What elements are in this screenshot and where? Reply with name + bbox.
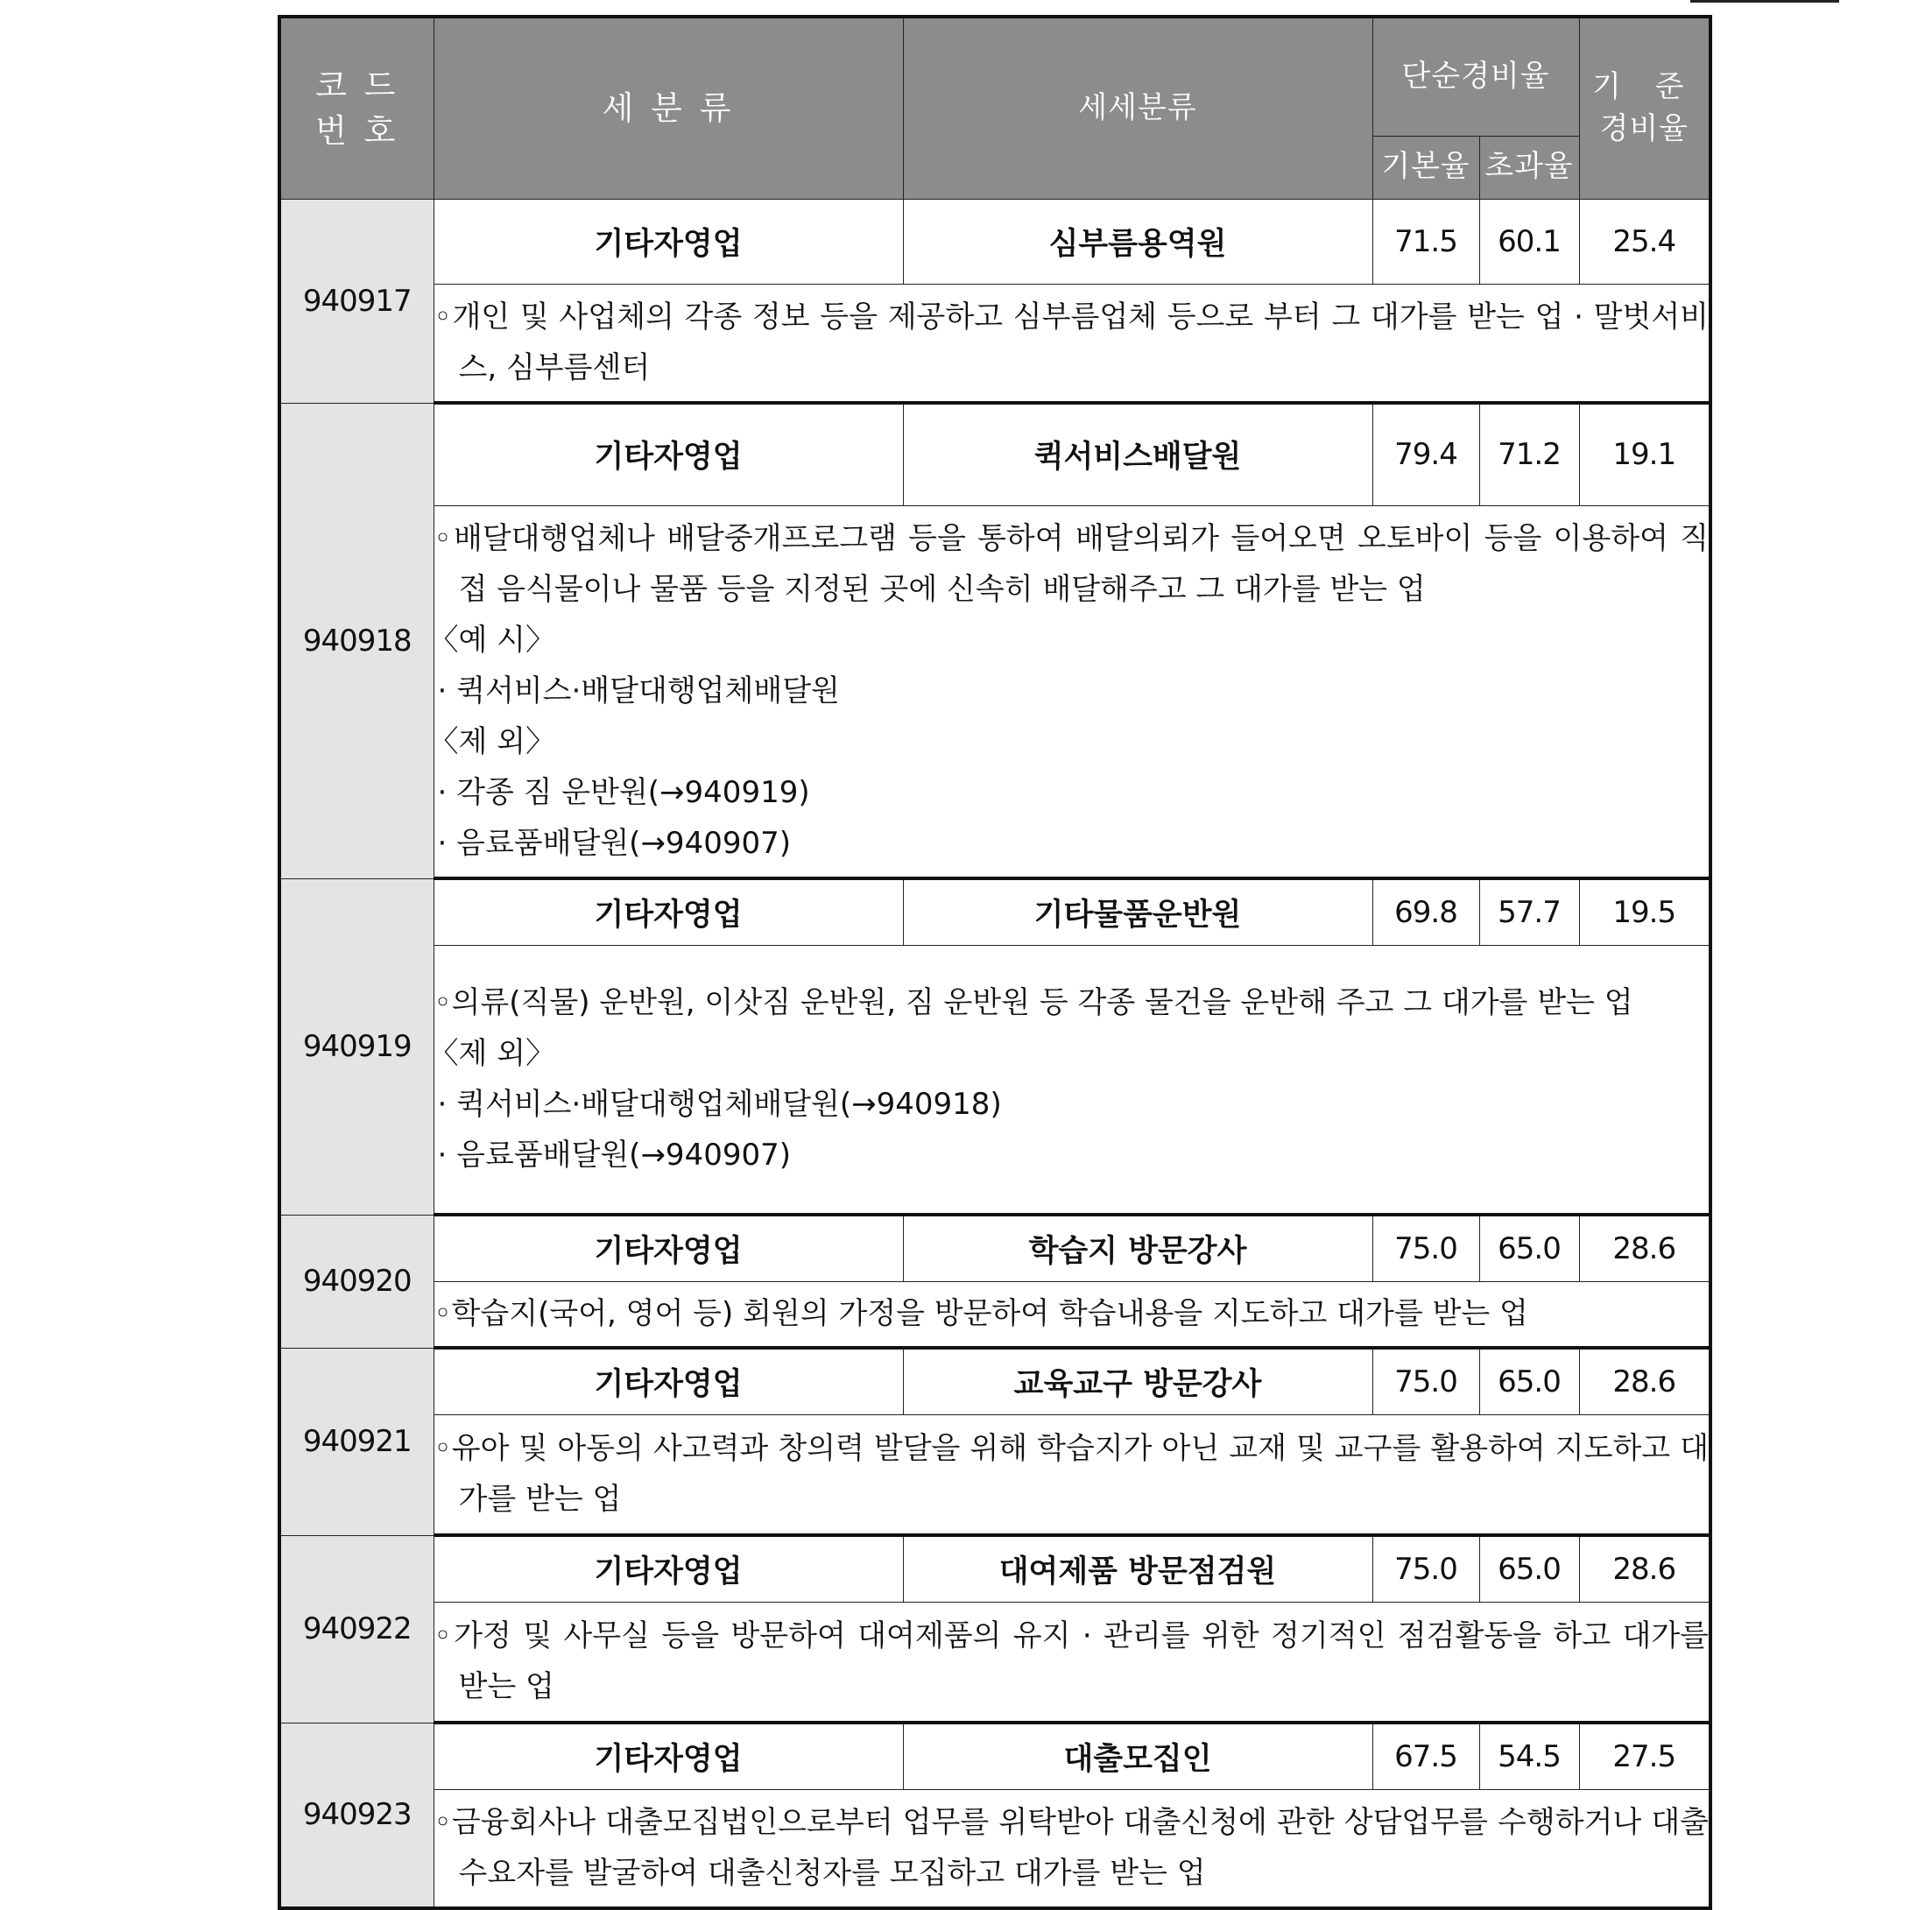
excess-rate-cell: 65.0 <box>1479 1348 1579 1414</box>
description-line: 〈제 외〉 <box>428 724 555 760</box>
description-cell <box>428 945 1710 1215</box>
corner-rule <box>1690 0 1839 3</box>
standard-rate-cell: 28.6 <box>1579 1215 1710 1281</box>
description-row <box>279 1602 1710 1723</box>
standard-rate-cell: 28.6 <box>1579 1348 1710 1414</box>
basic-rate-cell: 79.4 <box>1372 403 1479 505</box>
code-cell: 940922 <box>279 1535 434 1723</box>
table-row <box>279 878 1710 945</box>
basic-rate-cell: 75.0 <box>1372 1535 1479 1602</box>
sub-category-cell: 기타자영업 <box>434 1348 903 1414</box>
header-sub-category: 세 분 류 <box>434 17 903 199</box>
excess-rate-cell: 71.2 <box>1479 403 1579 505</box>
basic-rate-cell: 75.0 <box>1372 1348 1479 1414</box>
description-cell <box>434 1414 1710 1535</box>
code-cell: 940918 <box>279 403 434 878</box>
basic-rate-cell: 75.0 <box>1372 1215 1479 1281</box>
table-row <box>279 1215 1710 1281</box>
basic-rate-cell: 71.5 <box>1372 199 1479 284</box>
code-cell: 940917 <box>279 199 434 403</box>
detail-category-cell: 교육교구 방문강사 <box>903 1348 1372 1414</box>
expense-rate-table <box>278 15 1712 1910</box>
table-body <box>279 199 1710 1908</box>
description-line: 〈제 외〉 <box>428 1036 555 1072</box>
header-simple-rate: 단순경비율 <box>1372 17 1579 136</box>
description-cell <box>434 1281 1710 1348</box>
sub-category-cell: 기타자영업 <box>434 403 903 505</box>
table-row <box>279 1723 1710 1789</box>
table-row <box>279 403 1710 505</box>
description-row <box>279 1414 1710 1535</box>
sub-category-cell: 기타자영업 <box>434 199 903 284</box>
description-line: · 음료품배달원(→940907) <box>437 1138 791 1173</box>
code-cell: 940921 <box>279 1348 434 1535</box>
code-cell: 940923 <box>279 1723 434 1908</box>
excess-rate-cell: 54.5 <box>1479 1723 1579 1789</box>
detail-category-cell: 대여제품 방문점검원 <box>903 1535 1372 1602</box>
code-cell: 940920 <box>279 1215 434 1348</box>
table-row <box>279 1348 1710 1414</box>
description-row <box>279 945 1710 1215</box>
basic-rate-cell: 69.8 <box>1372 878 1479 945</box>
description-line: ◦학습지(국어, 영어 등) 회원의 가정을 방문하여 학습내용을 지도하고 대가를 받는 업 <box>434 1296 1528 1332</box>
table-row <box>279 199 1710 284</box>
standard-rate-cell: 19.1 <box>1579 403 1710 505</box>
detail-category-cell: 심부름용역원 <box>903 199 1372 284</box>
description-line: ◦가정 및 사무실 등을 방문하여 대여제품의 유지 · 관리를 위한 정기적인 점검활동을 하고 대가를 받는 업 <box>434 1618 1710 1705</box>
header-basic-rate: 기본율 <box>1372 136 1479 199</box>
description-row <box>279 284 1710 403</box>
header-standard-line2: 경비율 <box>1599 110 1689 146</box>
excess-rate-cell: 65.0 <box>1479 1215 1579 1281</box>
description-line: · 퀵서비스·배달대행업체배달원 <box>437 673 840 709</box>
basic-rate-cell: 67.5 <box>1372 1723 1479 1789</box>
detail-category-cell: 기타물품운반원 <box>903 878 1372 945</box>
description-line: ◦금융회사나 대출모집법인으로부터 업무를 위탁받아 대출신청에 관한 상담업무를 수행하거나 대출 수요자를 발굴하여 대출신청자를 모집하고 대가를 받는 업 <box>434 1805 1710 1892</box>
description-line: ◦유아 및 아동의 사고력과 창의력 발달을 위해 학습지가 아닌 교재 및 교구를 활용하여 지도하고 대가를 받는 업 <box>434 1431 1710 1518</box>
detail-category-cell: 대출모집인 <box>903 1723 1372 1789</box>
excess-rate-cell: 57.7 <box>1479 878 1579 945</box>
header-excess-rate: 초과율 <box>1479 136 1579 199</box>
description-line: · 음료품배달원(→940907) <box>437 826 791 862</box>
sub-category-cell: 기타자영업 <box>434 878 903 945</box>
description-cell <box>434 284 1710 403</box>
standard-rate-cell: 27.5 <box>1579 1723 1710 1789</box>
description-row <box>279 505 1710 878</box>
sub-category-cell: 기타자영업 <box>434 1535 903 1602</box>
standard-rate-cell: 19.5 <box>1579 878 1710 945</box>
excess-rate-cell: 60.1 <box>1479 199 1579 284</box>
header-standard-rate <box>1579 17 1710 199</box>
detail-category-cell: 학습지 방문강사 <box>903 1215 1372 1281</box>
description-line: · 각종 짐 운반원(→940919) <box>437 775 810 811</box>
header-standard-line1: 기 준 <box>1592 69 1696 105</box>
header-code-line2: 번 호 <box>315 111 399 150</box>
description-cell <box>434 1602 1710 1723</box>
description-line: 〈예 시〉 <box>428 623 555 659</box>
sub-category-cell: 기타자영업 <box>434 1215 903 1281</box>
detail-category-cell: 퀵서비스배달원 <box>903 403 1372 505</box>
description-line: ◦배달대행업체나 배달중개프로그램 등을 통하여 배달의뢰가 들어오면 오토바이 등을 이용하여 직접 음식물이나 물품 등을 지정된 곳에 신속히 배달해주고 그 대가를 받는 업 <box>434 521 1710 608</box>
description-line: · 퀵서비스·배달대행업체배달원(→940918) <box>437 1087 1002 1123</box>
excess-rate-cell: 65.0 <box>1479 1535 1579 1602</box>
description-row <box>279 1281 1710 1348</box>
description-row <box>279 1789 1710 1908</box>
header-detail-category: 세세분류 <box>903 17 1372 199</box>
table-row <box>279 1535 1710 1602</box>
code-cell: 940919 <box>279 878 434 1215</box>
header-code <box>279 17 434 199</box>
header-code-line1: 코 드 <box>315 66 399 104</box>
description-line: ◦개인 및 사업체의 각종 정보 등을 제공하고 심부름업체 등으로 부터 그 대가를 받는 업 · 말벗서비스, 심부름센터 <box>434 300 1710 386</box>
description-line: ◦의류(직물) 운반원, 이삿짐 운반원, 짐 운반원 등 각종 물건을 운반해 주고 그 대가를 받는 업 <box>434 985 1633 1021</box>
standard-rate-cell: 25.4 <box>1579 199 1710 284</box>
sub-category-cell: 기타자영업 <box>434 1723 903 1789</box>
description-cell <box>434 1789 1710 1908</box>
description-cell <box>428 505 1710 878</box>
standard-rate-cell: 28.6 <box>1579 1535 1710 1602</box>
